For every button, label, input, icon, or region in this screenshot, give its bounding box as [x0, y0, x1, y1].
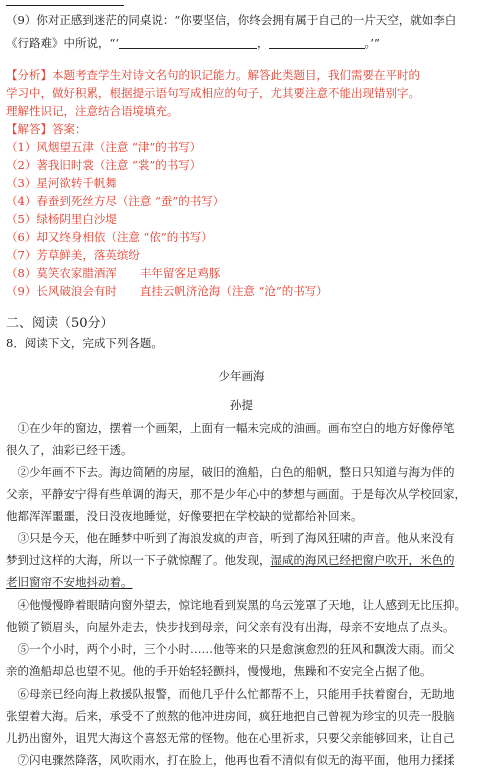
paragraph-6-line-3: 儿扔出窗外，诅咒大海这个喜怒无常的怪物。他在心里祈求，只要父亲能够回来，让自己	[6, 731, 455, 745]
paragraph-2-line-1: ②少年画不下去。海边简陋的房屋，破旧的渔船，白色的船帆，整日只知道与海为伴的	[6, 465, 455, 479]
paragraph-3-line-1: ③只是今天，他在睡梦中听到了海浪发疯的声音，听到了海风狂啸的声音。他从来没有	[6, 531, 455, 545]
question-9: （9）你对正感到迷茫的同桌说：“你要坚信，你终会拥有属于自己的一片天空，就如李白	[6, 13, 457, 27]
answer-heading: 【解答】答案：	[6, 122, 87, 136]
answer-item-3: （3）星河欲转千帆舞	[6, 176, 117, 190]
paragraph-6-line-1: ⑥母亲已经向海上救援队报警，而他几乎什么忙都帮不上，只能用手扶着窗台，无助地	[6, 687, 455, 701]
answer-item-7: （7）芳草鲜美，落英缤纷	[6, 248, 140, 262]
paragraph-5-line-2: 亲的渔船却总也望不见。他的手开始轻轻颤抖，慢慢地，焦躁和不安完全占据了他。	[6, 664, 432, 678]
paragraph-3-line-2: 梦到过这样的大海，所以一下子就惊醒了。他发现，湿咸的海风已经把窗户吹开，米色的	[6, 553, 455, 567]
answer-item-9: （9）长风破浪会有时 直挂云帆济沧海（注意 “沧”的书写）	[6, 284, 328, 298]
answer-blank-2[interactable]	[269, 36, 365, 49]
top-rule	[6, 5, 124, 6]
paragraph-5-line-1: ⑤一个小时，两个小时，三个小时……他等来的只是愈演愈烈的狂风和飘泼大雨。而父	[6, 642, 455, 656]
paragraph-6-line-2: 张望着大海。后来，承受不了煎熬的他冲进房间，疯狂地把自己曾视为珍宝的贝壳一股脑	[6, 709, 455, 723]
question-8: 8．阅读下文，完成下列各题。	[6, 336, 163, 350]
answer-item-2: （2）著我旧时裳（注意 “裳”的书写）	[6, 158, 202, 172]
paragraph-2-line-3: 他都浑浑噩噩，没日没夜地睡觉，好像要把在学校缺的觉都给补回来。	[6, 509, 363, 523]
analysis-line-3: 理解性识记，注意结合语境填充。	[6, 104, 179, 118]
paragraph-4-line-2: 他锁了锁眉头，向屋外走去，快步找到母亲，问父亲有没有出海，母亲不安地点了点头。	[6, 620, 455, 634]
paragraph-3-line-3: 老旧窗帘不安地抖动着。	[6, 575, 133, 589]
answer-item-1: （1）风烟望五津（注意 “津”的书写）	[6, 140, 202, 154]
answer-item-5: （5）绿杨阴里白沙堤	[6, 212, 117, 226]
answer-item-8: （8）莫笑农家腊酒浑 丰年留客足鸡豚	[6, 266, 221, 280]
article-title: 少年画海	[218, 369, 265, 383]
article-author: 孙提	[230, 398, 253, 412]
answer-blank-1[interactable]	[119, 36, 257, 49]
answer-item-6: （6）却又终身相依（注意 “依”的书写）	[6, 230, 213, 244]
paragraph-2-line-2: 父亲，平静安宁得有些单调的海天，那不是少年心中的梦想与画面。于是每次从学校回家，	[6, 487, 466, 501]
answer-item-4: （4）春蚕到死丝方尽（注意 “蚕”的书写）	[6, 194, 225, 208]
paragraph-4-line-1: ④他慢慢睁着眼睛向窗外望去，惊诧地看到炭黑的乌云笼罩了天地，让人感到无比压抑。	[6, 598, 466, 612]
paragraph-1-line-2: 很久了，油彩已经干透。	[6, 443, 133, 457]
paragraph-7-line-1: ⑦闪电骤然降落，风吹雨水，打在脸上，他再也看不清似有似无的海平面，他用力揉揉	[6, 753, 455, 767]
section-heading: 二、阅读（50分）	[6, 316, 114, 331]
paragraph-1-line-1: ①在少年的窗边，摆着一个画架，上面有一幅未完成的油画。画布空白的地方好像停笔	[6, 421, 455, 435]
question-9-line2: 《行路难》中所说，“‘ ， 。’”	[6, 36, 380, 50]
analysis-line-1: 【分析】本题考查学生对诗文名句的识记能力。解答此类题目，我们需要在平时的	[6, 68, 420, 82]
analysis-line-2: 学习中，做好积累，根据提示语句写成相应的句子，尤其要注意不能出现错别字。	[6, 86, 420, 100]
underlined-sentence: 湿咸的海风已经把窗户吹开，米色的	[270, 553, 455, 567]
